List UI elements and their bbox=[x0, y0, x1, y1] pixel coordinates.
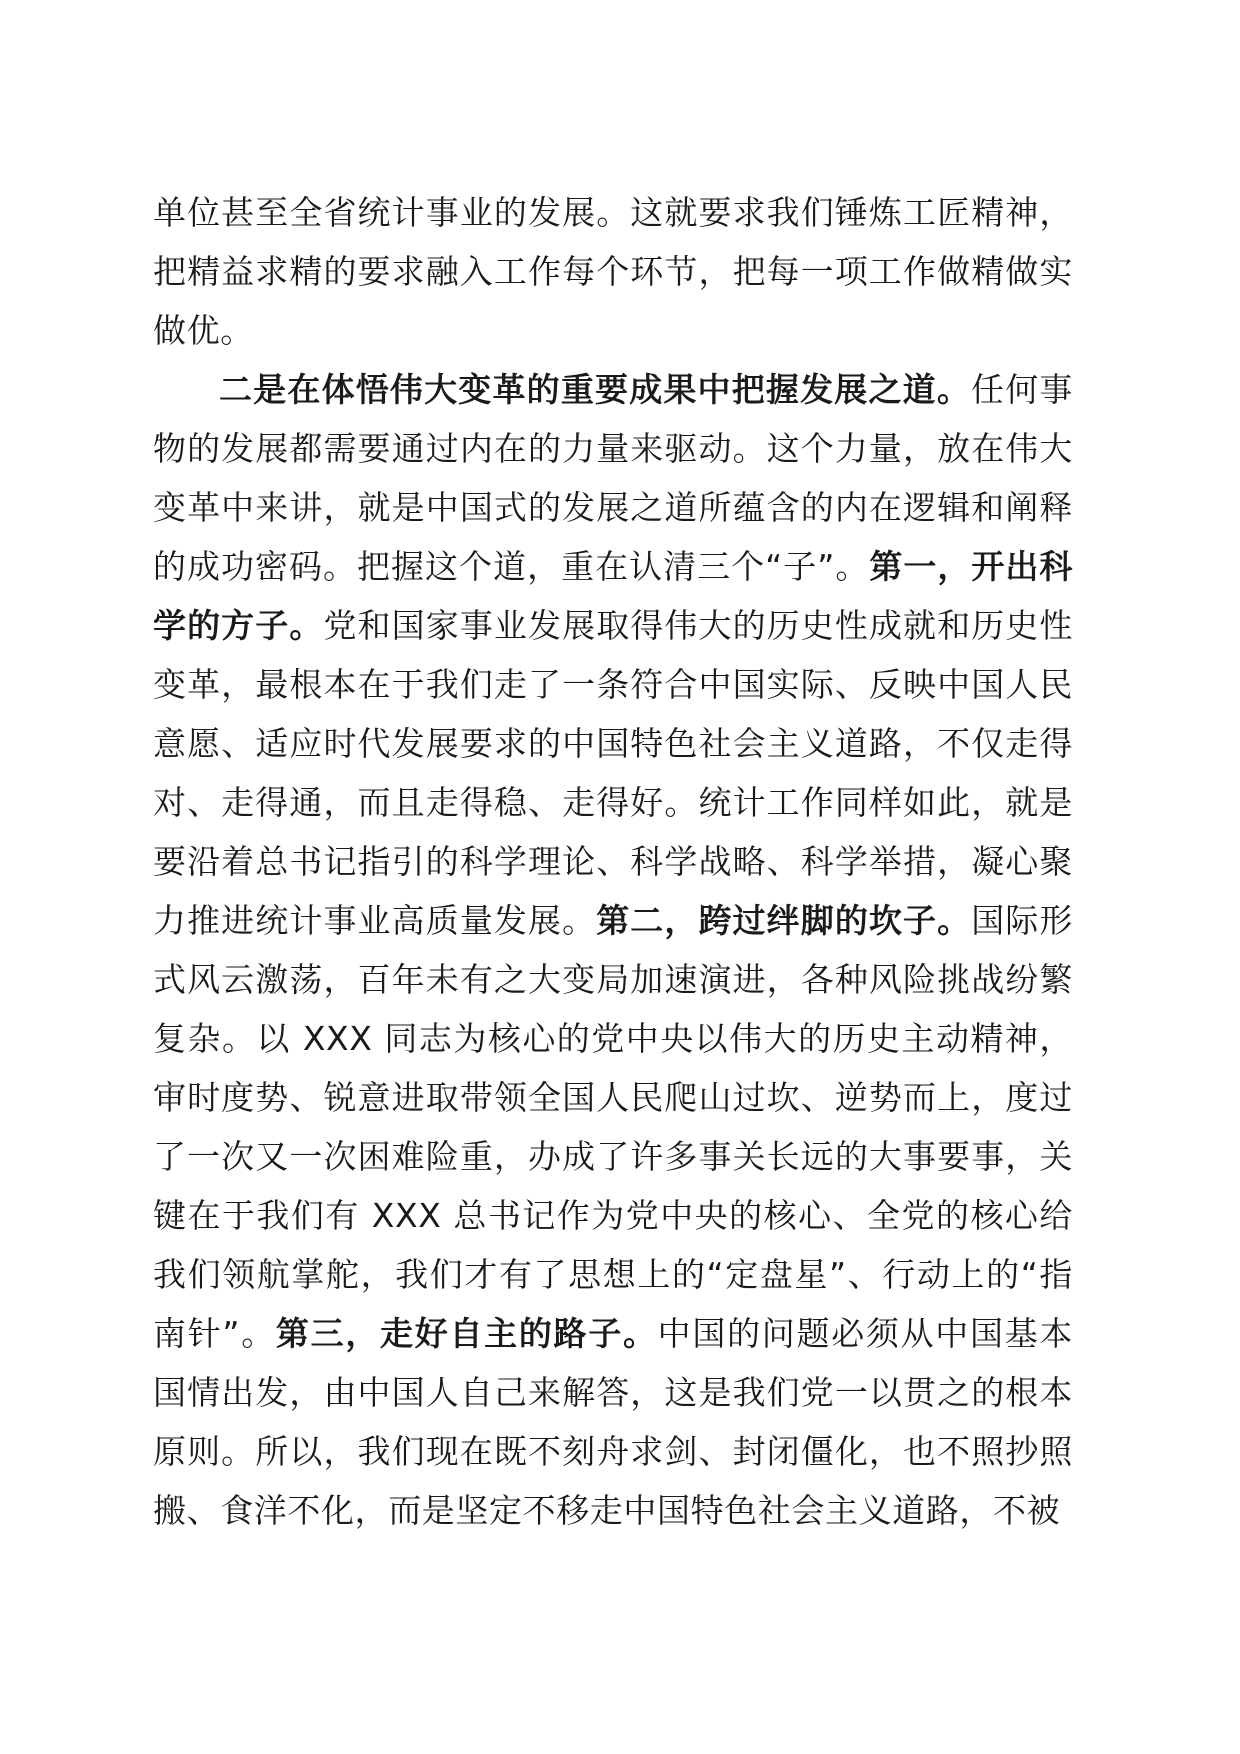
section-heading: 二是在体悟伟大变革的重要成果中把握发展之道。 bbox=[219, 370, 972, 409]
point-3-body: 中国的问题必须从中国基本国情出发，由中国人自己来解答，这是我们党一以贯之的根本原则。所以，我们现在既不刻舟求剑、封闭僵化，也不照抄照搬、食洋不化，而是坚定不移走中国特色社会主义道路，不被 bbox=[153, 1314, 1074, 1530]
paragraph-2 bbox=[153, 360, 1073, 1540]
paragraph-1-text: 单位甚至全省统计事业的发展。这就要求我们锤炼工匠精神，把精益求精的要求融入工作每个环节，把每一项工作做精做实做优。 bbox=[153, 193, 1073, 350]
point-2-body: 国际形式风云激荡，百年未有之大变局加速演进，各种风险挑战纷繁复杂。以 XXX 同志为核心的党中央以伟大的历史主动精神，审时度势、锐意进取带领全国人民爬山过坎、逆势而上，度过了一次又一次困难险重，办成了许多事关长远的大事要事，关键在于我们有 XXX 总书记作为党中央的核心、全党的核心给我们领航掌舵，我们才有了思想上的“定盘星”、行动上的“指南针”。 bbox=[153, 901, 1073, 1353]
point-1-body: 党和国家事业发展取得伟大的历史性成就和历史性变革，最根本在于我们走了一条符合中国实际、反映中国人民意愿、适应时代发展要求的中国特色社会主义道路，不仅走得对、走得通，而且走得稳、走得好。统计工作同样如此，就是要沿着总书记指引的科学理论、科学战略、科学举措，凝心聚力推进统计事业高质量发展。 bbox=[153, 606, 1074, 940]
section-intro: 任何事物的发展都需要通过内在的力量来驱动。这个力量，放在伟大变革中来讲，就是中国式的发展之道所蕴含的内在逻辑和阐释的成功密码。把握这个道，重在认清三个“子”。 bbox=[153, 370, 1073, 586]
point-1-heading: 第一，开出科学的方子。 bbox=[153, 547, 1073, 645]
point-3-heading: 第三，走好自主的路子。 bbox=[275, 1314, 658, 1353]
point-2-heading: 第二，跨过绊脚的坎子。 bbox=[596, 901, 972, 940]
paragraph-section-two bbox=[153, 360, 1073, 1540]
paragraph-continuation bbox=[153, 183, 1073, 360]
